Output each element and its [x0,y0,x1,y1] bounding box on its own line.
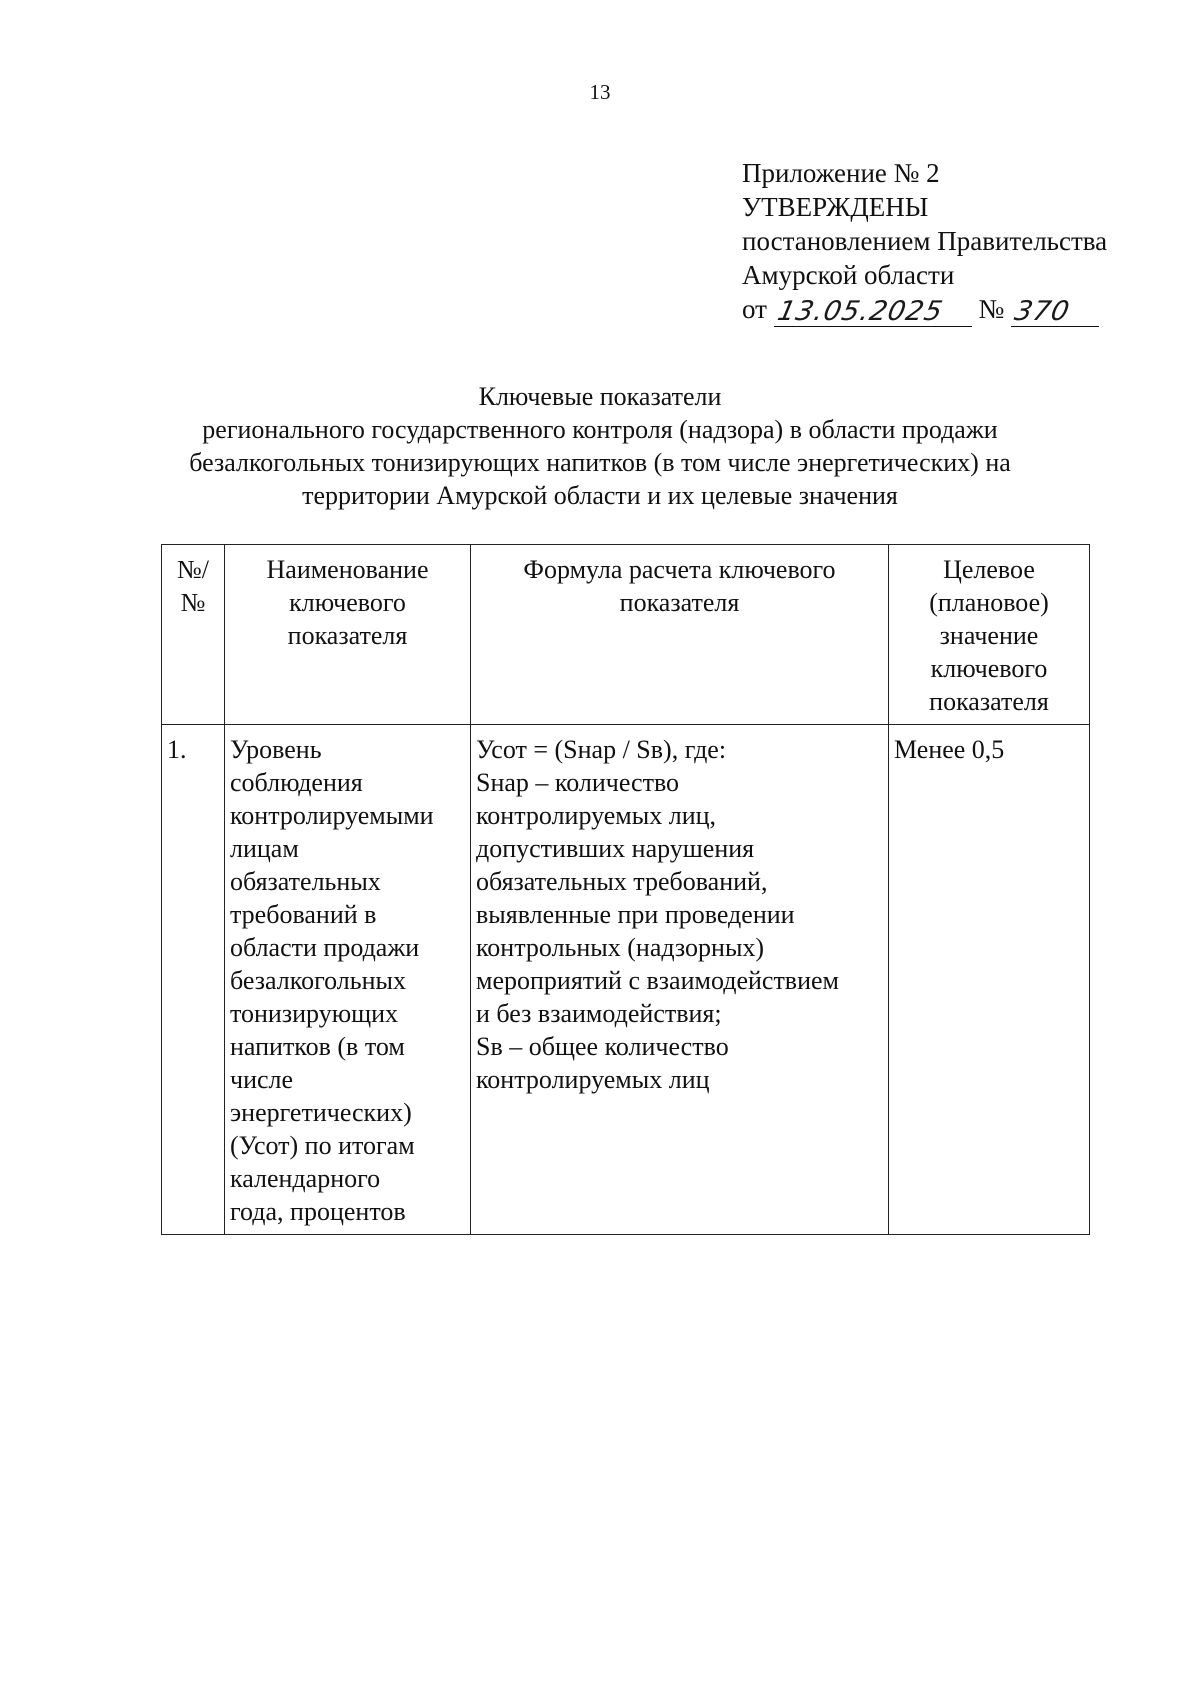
approval-stamp [742,156,1107,327]
table-header-row [162,545,1090,725]
formula-cell: Усот = (Sнар / Sв), где: Sнар – количество контролируемых лиц, допустивших нарушения обязательных требований, выявленные при проведении контрольных (надзорных) мероприятий с взаимодействием и без взаимодействия; Sв – общее количество контролируемых лиц [471,725,889,1235]
header-indicator-name: Наименование ключевого показателя [225,545,471,725]
title-line-3: безалкогольных тонизирующих напитков (в том числе энергетических) на [189,448,1011,477]
kpi-table [161,544,1090,1235]
target-value-cell: Менее 0,5 [889,725,1090,1235]
header-number: №/ № [162,545,225,725]
handwritten-number: 370 [1011,296,1073,327]
date-prefix: от [742,294,767,324]
number-prefix: № [978,294,1005,324]
title-line-4: территории Амурской области и их целевые значения [302,481,898,510]
indicator-name-cell: Уровень соблюдения контролируемыми лицам обязательных требований в области продажи безалкогольных тонизирующих напитков (в том числе энергетических) (Усот) по итогам календарного года, процентов [225,725,471,1235]
resolution-line-2: Амурской области [742,260,955,290]
title-line-2: регионального государственного контроля (надзора) в области продажи [202,415,998,444]
approved-label: УТВЕРЖДЕНЫ [742,192,929,222]
header-formula: Формула расчета ключевого показателя [471,545,889,725]
title-line-1: Ключевые показатели [478,382,722,411]
handwritten-date: 13.05.2025 [774,296,946,327]
header-target-value: Целевое (плановое) значение ключевого показателя [889,545,1090,725]
page-number: 13 [589,80,611,104]
appendix-label: Приложение № 2 [742,158,940,188]
number-field [1011,292,1099,327]
table-row [162,725,1090,1235]
resolution-line-1: постановлением Правительства [742,226,1108,256]
date-field [774,292,972,327]
document-title [0,380,1200,512]
row-number: 1. [162,725,225,1235]
date-number-line [742,292,1107,327]
